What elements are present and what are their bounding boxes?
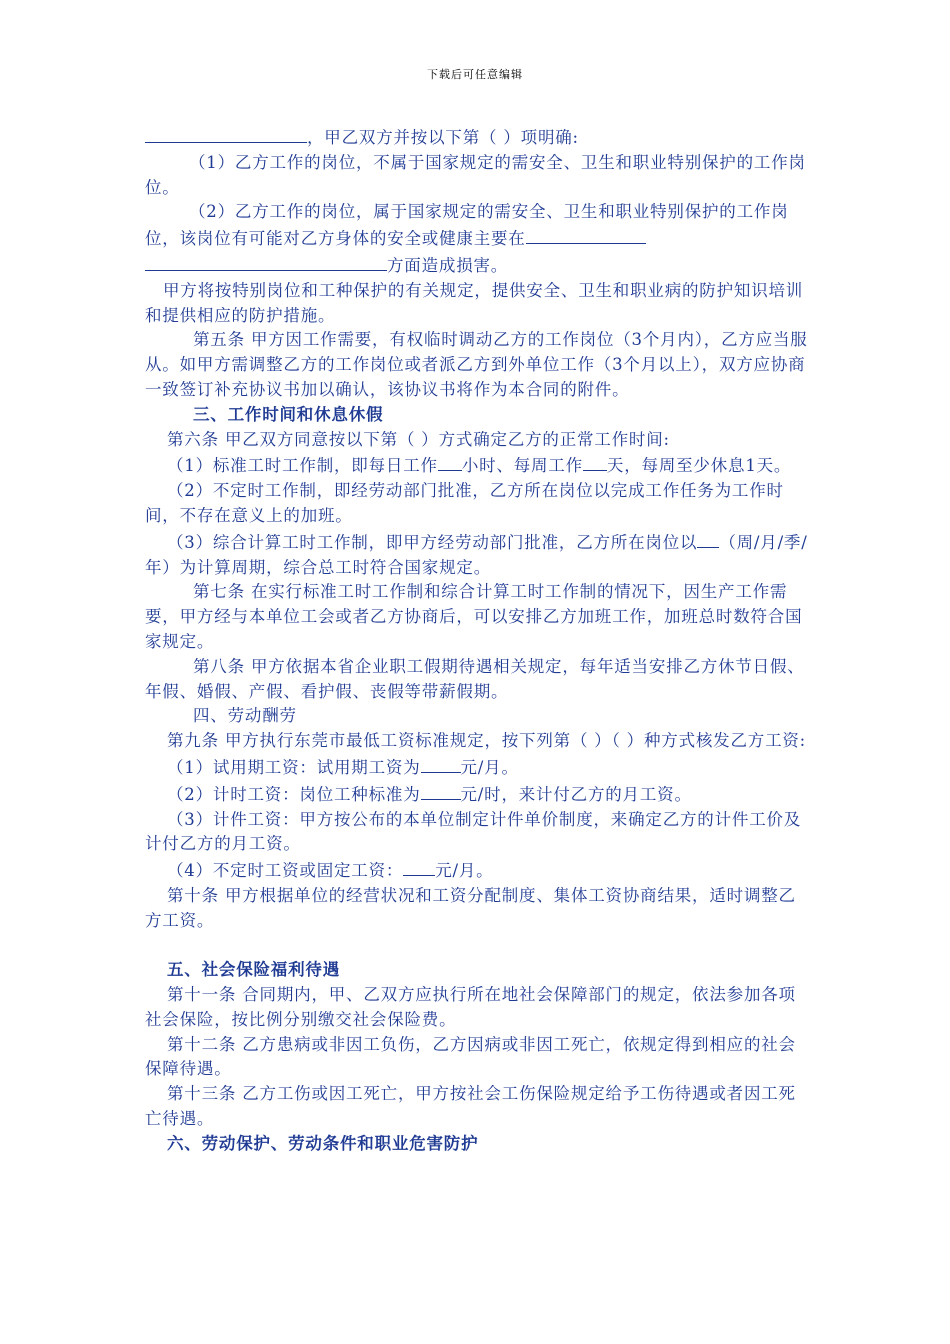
text-run: （周/月/季/年）为计算周期，综合总工时符合国家规定。 [145,532,808,577]
article-6-item-2: （2）不定时工作制，即经劳动部门批准，乙方所在岗位以完成工作任务为工作时间，不存在意义上的加班。 [145,481,784,525]
article-5: 第五条 甲方因工作需要，有权临时调动乙方的工作岗位（3个月内），乙方应当服从。如甲方需调整乙方的工作岗位或者派乙方到外单位工作（3个月以上），双方应协商一致签订补充协议书加以确认，该协议书将作为本合同的附件。 [145,330,808,399]
article-12: 第十二条 乙方患病或非因工负伤，乙方因病或非因工死亡，依规定得到相应的社会保障待遇。 [145,1034,796,1079]
text-run: 方面造成损害。 [387,255,509,275]
blank-underline [145,124,307,143]
blank-underline [583,452,607,471]
blank-underline [697,529,719,548]
article-6-item-1 [145,452,810,479]
section-heading-3: 三、工作时间和休息休假 [193,404,384,424]
article-9-item-1 [145,754,810,781]
article-8: 第八条 甲方依据本省企业职工假期待遇相关规定，每年适当安排乙方休节日假、年假、婚假、产假、看护假、丧假等带薪假期。 [145,656,805,701]
blank-underline [438,452,462,471]
blank-underline [145,252,387,271]
blank-underline [403,857,435,876]
article-9-item-2 [145,781,810,808]
paragraph-item-1: （1）乙方工作的岗位，不属于国家规定的需安全、卫生和职业特别保护的工作岗位。 [145,152,806,197]
section-heading-6: 六、劳动保护、劳动条件和职业危害防护 [167,1133,479,1153]
text-run: （4）不定时工资或固定工资： [167,861,404,881]
article-11: 第十一条 合同期内，甲、乙双方应执行所在地社会保障部门的规定，依法参加各项社会保险，按比例分别缴交社会保险费。 [145,985,796,1029]
blank-underline [421,754,461,773]
paragraph-item-2-cont [145,252,810,279]
text-run: （2）乙方工作的岗位，属于国家规定的需安全、卫生和职业特别保护的工作岗位，该岗位有可能对乙方身体的安全或健康主要在 [145,202,789,249]
article-6: 第六条 甲乙双方同意按以下第（ ）方式确定乙方的正常工作时间: [167,429,670,449]
blank-underline [421,781,461,800]
article-6-item-3 [145,529,810,581]
article-9: 第九条 甲方执行东莞市最低工资标准规定，按下列第（ ）（ ）种方式核发乙方工资: [167,731,807,751]
article-9-item-3: （3）计件工资：甲方按公布的本单位制定计件单价制度，来确定乙方的计件工价及计付乙方的月工资。 [145,809,802,854]
text-run: 元/时，来计付乙方的月工资。 [460,784,692,804]
text-run: 小时、每周工作 [461,456,583,476]
paragraph-item-2 [145,200,810,252]
blank-underline [526,225,646,244]
document-body [145,124,810,1157]
paragraph-protection: 甲方将按特别岗位和工种保护的有关规定，提供安全、卫生和职业病的防护知识培训和提供相应的防护措施。 [145,280,804,325]
text-run: （1）试用期工资：试用期工资为 [167,757,421,777]
section-heading-4: 四、劳动酬劳 [193,706,297,726]
article-9-item-4 [145,857,810,884]
article-7: 第七条 在实行标准工时工作制和综合计算工时工作制的情况下，因生产工作需要，甲方经与本单位工会或者乙方协商后，可以安排乙方加班工作，加班总时数符合国家规定。 [145,582,803,651]
text-run: （1）标准工时工作制，即每日工作 [167,456,438,476]
text-run: 天，每周至少休息1天。 [606,456,792,476]
text-run: 元/月。 [460,757,519,777]
text-run: （2）计时工资：岗位工种标准为 [167,784,421,804]
text-run: ，甲乙双方并按以下第（ ）项明确: [307,128,579,147]
spacer [145,934,810,959]
article-10: 第十条 甲方根据单位的经营状况和工资分配制度、集体工资协商结果，适时调整乙方工资。 [145,885,796,930]
text-run: （3）综合计算工时工作制，即甲方经劳动部门批准，乙方所在岗位以 [167,532,698,552]
page-header: 下载后可任意编辑 [427,68,523,81]
section-heading-5: 五、社会保险福利待遇 [167,960,340,980]
article-13: 第十三条 乙方工伤或因工死亡，甲方按社会工伤保险规定给予工伤待遇或者因工死亡待遇。 [145,1084,796,1129]
paragraph-job-clarify [145,124,810,151]
text-run: 元/月。 [435,861,494,881]
